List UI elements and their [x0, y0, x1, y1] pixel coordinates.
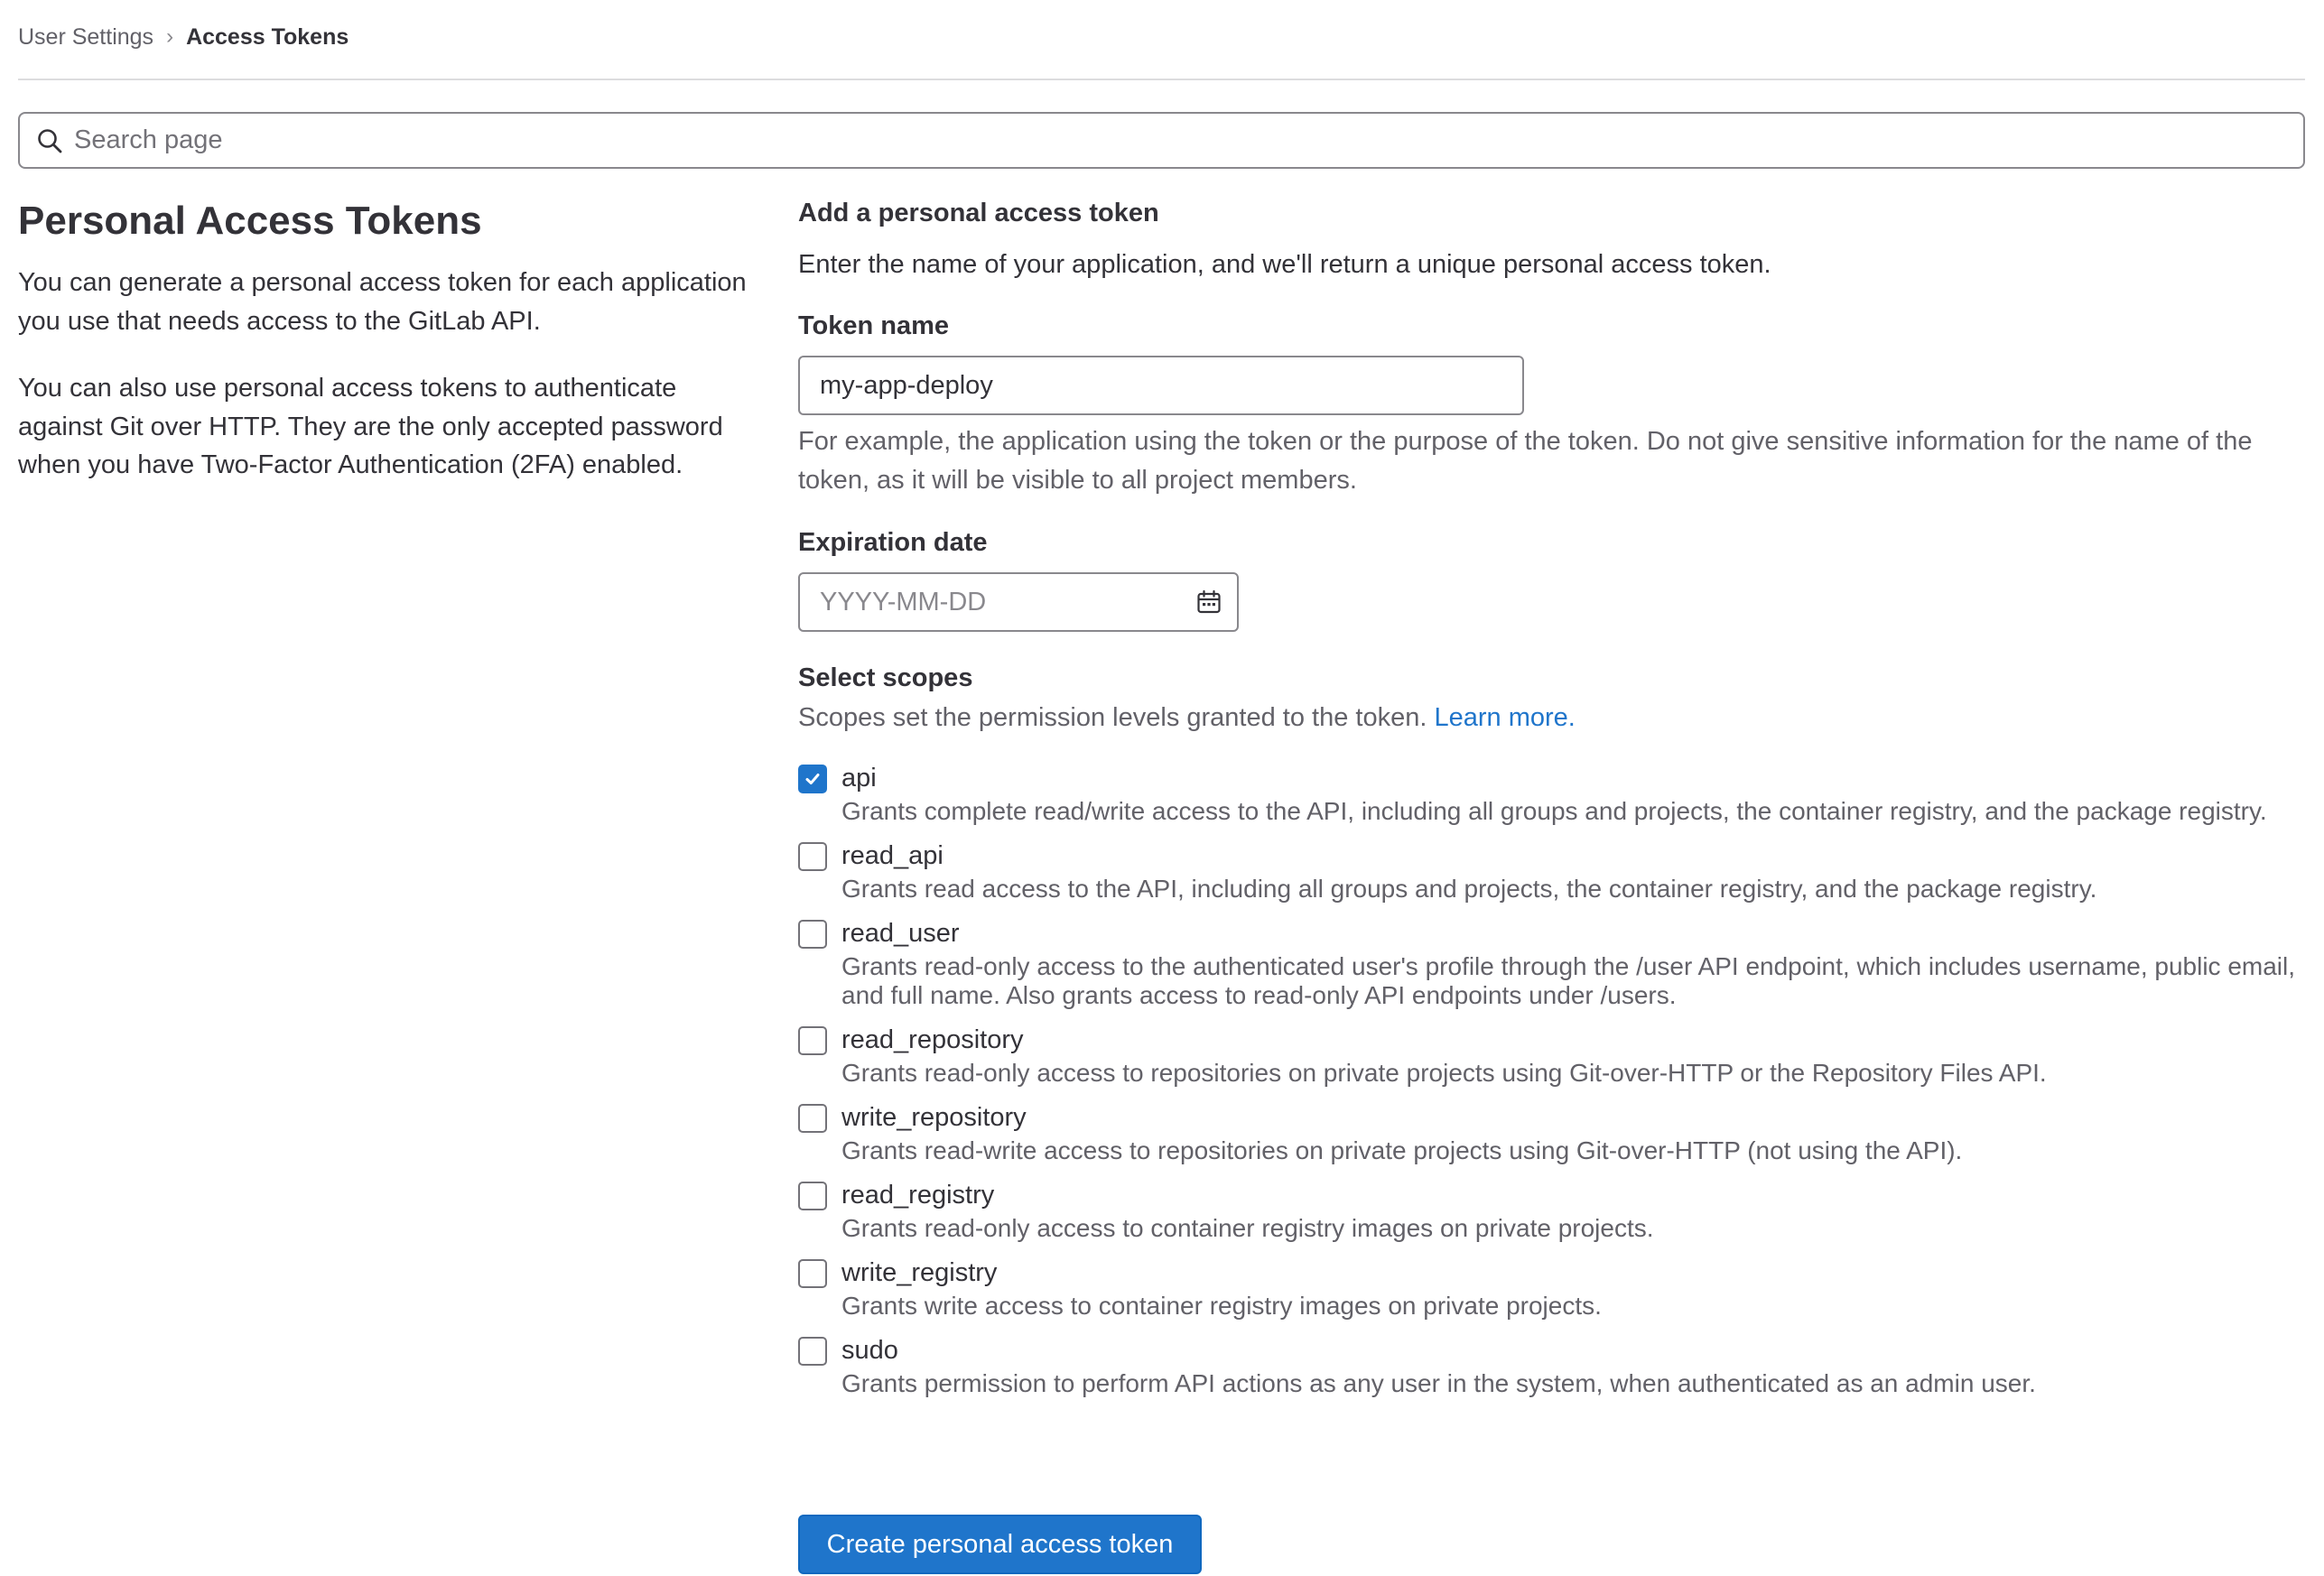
scope-checkbox-sudo[interactable] — [798, 1337, 827, 1366]
scope-description: Grants complete read/write access to the API, including all groups and projects, the container registry, and the package registry. — [841, 797, 2267, 825]
scopes-description — [798, 699, 2305, 737]
breadcrumb — [18, 22, 349, 52]
create-token-button[interactable]: Create personal access token — [798, 1515, 1202, 1574]
breadcrumb-user-settings[interactable]: User Settings — [18, 23, 154, 50]
scope-name[interactable]: api — [841, 764, 877, 793]
scope-checkbox-api[interactable] — [798, 765, 827, 793]
chevron-right-icon: › — [166, 24, 174, 49]
form-title: Add a personal access token — [798, 199, 1159, 227]
token-name-help: For example, the application using the token or the purpose of the token. Do not give sensitive information for the name of the token, as it will be visible to all project members. — [798, 427, 2253, 495]
expiration-date-input[interactable] — [800, 579, 1194, 625]
breadcrumb-current: Access Tokens — [186, 23, 349, 50]
scope-name[interactable]: read_user — [841, 919, 960, 948]
intro-paragraph-2: You can also use personal access tokens to authenticate against Git over HTTP. They are the only accepted password when you have Two-Factor Authentication (2FA) enabled. — [18, 374, 723, 479]
scope-checkbox-read-user[interactable] — [798, 920, 827, 949]
scope-item-read-repository — [798, 1022, 2305, 1088]
scope-name[interactable]: write_repository — [841, 1103, 1027, 1132]
learn-more-link[interactable]: Learn more. — [1434, 703, 1576, 732]
scope-description: Grants read-only access to container registry images on private projects. — [841, 1214, 1654, 1242]
scope-list — [798, 760, 2305, 1398]
scope-description: Grants read-write access to repositories on private projects using Git-over-HTTP (not using the API). — [841, 1136, 1963, 1164]
form-description: Enter the name of your application, and we'll return a unique personal access token. — [798, 250, 1771, 279]
scope-item-sudo — [798, 1332, 2305, 1398]
scope-checkbox-read-registry[interactable] — [798, 1182, 827, 1210]
scope-item-read-registry — [798, 1177, 2305, 1243]
calendar-icon[interactable] — [1194, 587, 1224, 617]
scope-description: Grants read-only access to the authenticated user's profile through the /user API endpoint, which includes username, public email, and full name. Also grants access to read-only API endpoints under /users. — [841, 952, 2296, 1009]
scope-item-read-user — [798, 915, 2305, 1010]
scope-item-write-repository — [798, 1099, 2305, 1165]
scope-checkbox-write-registry[interactable] — [798, 1259, 827, 1288]
scope-item-api — [798, 760, 2305, 826]
page-title: Personal Access Tokens — [18, 199, 482, 243]
scope-item-read-api — [798, 838, 2305, 904]
expiration-date-field[interactable] — [798, 572, 1239, 632]
header-divider — [18, 79, 2305, 80]
scope-description: Grants read access to the API, including all groups and projects, the container registry, and the package registry. — [841, 875, 2097, 903]
scope-checkbox-read-repository[interactable] — [798, 1026, 827, 1055]
page — [18, 0, 2305, 1576]
scope-name[interactable]: read_repository — [841, 1025, 1024, 1054]
intro-paragraph-1: You can generate a personal access token for each application you use that needs access to the GitLab API. — [18, 268, 747, 336]
intro-column — [18, 197, 749, 485]
expiration-date-label: Expiration date — [798, 528, 988, 557]
token-form — [798, 193, 2305, 1410]
scope-checkbox-write-repository[interactable] — [798, 1104, 827, 1133]
search-icon — [34, 125, 65, 156]
scope-description: Grants read-only access to repositories on private projects using Git-over-HTTP or the Repository Files API. — [841, 1059, 2047, 1087]
scope-checkbox-read-api[interactable] — [798, 842, 827, 871]
scope-description: Grants permission to perform API actions as any user in the system, when authenticated as an admin user. — [841, 1369, 2036, 1397]
scope-name[interactable]: read_registry — [841, 1181, 995, 1210]
scope-item-write-registry — [798, 1255, 2305, 1321]
scopes-title: Select scopes — [798, 663, 973, 692]
check-icon — [804, 770, 822, 788]
search-box[interactable] — [18, 112, 2305, 169]
token-name-label: Token name — [798, 311, 950, 340]
scope-name[interactable]: read_api — [841, 841, 944, 870]
scope-description: Grants write access to container registry images on private projects. — [841, 1292, 1602, 1320]
search-input[interactable] — [74, 118, 2303, 163]
token-name-input[interactable] — [798, 356, 1524, 415]
scopes-description-text: Scopes set the permission levels granted to the token. — [798, 703, 1427, 732]
scope-name[interactable]: write_registry — [841, 1258, 998, 1287]
scope-name[interactable]: sudo — [841, 1336, 898, 1365]
